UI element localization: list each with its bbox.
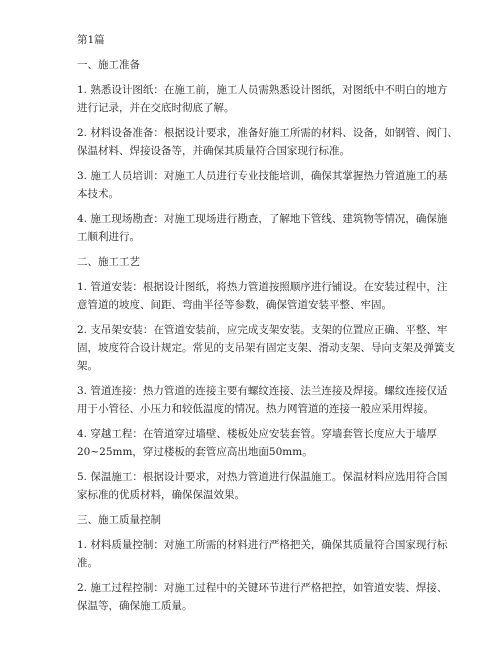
paragraph: [77, 253, 444, 271]
paragraph: [77, 167, 448, 203]
text-line: 1. 管道安装：根据设计图纸，将热力管道按照顺序进行铺设。在安装过程中，注: [77, 281, 448, 293]
text-line: 家标准的优质材料，确保保温效果。: [77, 489, 245, 501]
paragraph: [77, 210, 448, 246]
paragraph-gap: [77, 203, 444, 210]
paragraph-gap: [77, 504, 444, 511]
paragraph: [77, 31, 444, 49]
text-line: 架。: [77, 360, 98, 372]
paragraph-gap: [77, 160, 444, 167]
text-line: 2. 支吊架安装：在管道安装前，应完成支架安装。支架的位置应正确、平整、牢: [77, 324, 448, 336]
text-line: 准。: [77, 557, 98, 569]
text-line: 20~25mm，穿过楼板的套管应高出地面50mm。: [77, 446, 313, 458]
paragraph-gap: [77, 74, 444, 81]
paragraph: [77, 81, 448, 117]
text-line: 1. 材料质量控制：对施工所需的材料进行严格把关，确保其质量符合国家现行标: [77, 539, 448, 551]
paragraph-gap: [77, 529, 444, 536]
paragraph: [77, 579, 448, 615]
text-line: 4. 穿越工程：在管道穿过墙壁、楼板处应安装套管。穿墙套管长度应大于墙厚: [77, 428, 437, 440]
paragraph-gap: [77, 418, 444, 425]
paragraph: [77, 425, 444, 461]
text-line: 三、施工质量控制: [77, 514, 161, 526]
paragraph-gap: [77, 271, 444, 278]
text-line: 第1篇: [77, 34, 105, 46]
text-line: 4. 施工现场勘查：对施工现场进行勘查，了解地下管线、建筑物等情况，确保施: [77, 213, 448, 225]
paragraph-gap: [77, 314, 444, 321]
paragraph: [77, 124, 458, 160]
paragraph: [77, 536, 448, 572]
paragraph: [77, 382, 448, 418]
paragraph: [77, 56, 444, 74]
text-line: 2. 材料设备准备：根据设计要求，准备好施工所需的材料、设备，如钢管、阀门、: [77, 127, 458, 139]
text-line: 意管道的坡度、间距、弯曲半径等参数，确保管道安装平整、牢固。: [77, 299, 392, 311]
text-line: 1. 熟悉设计图纸：在施工前，施工人员需熟悉设计图纸，对图纸中不明白的地方: [77, 84, 448, 96]
text-line: 3. 管道连接：热力管道的连接主要有螺纹连接、法兰连接及焊接。螺纹连接仅适: [77, 385, 448, 397]
paragraph-gap: [77, 375, 444, 382]
paragraph-gap: [77, 246, 444, 253]
text-line: 2. 施工过程控制：对施工过程中的关键环节进行严格把控，如管道安装、焊接、: [77, 582, 448, 594]
text-line: 5. 保温施工：根据设计要求，对热力管道进行保温施工。保温材料应选用符合国: [77, 471, 448, 483]
paragraph-gap: [77, 461, 444, 468]
text-line: 二、施工工艺: [77, 256, 140, 268]
text-line: 3. 施工人员培训：对施工人员进行专业技能培训，确保其掌握热力管道施工的基: [77, 170, 448, 182]
text-line: 固，坡度符合设计规定。常见的支吊架有固定支架、滑动支架、导向支架及弹簧支: [77, 342, 455, 354]
paragraph: [77, 278, 448, 314]
paragraph-gap: [77, 117, 444, 124]
text-line: 进行记录，并在交底时彻底了解。: [77, 102, 235, 114]
text-line: 本技术。: [77, 188, 119, 200]
text-line: 保温等，确保施工质量。: [77, 600, 193, 612]
text-line: 一、施工准备: [77, 59, 140, 71]
text-line: 保温材料、焊接设备等，并确保其质量符合国家现行标准。: [77, 145, 350, 157]
text-line: 用于小管径、小压力和较低温度的情况。热力网管道的连接一般应采用焊接。: [77, 403, 434, 415]
paragraph-gap: [77, 49, 444, 56]
text-line: 工顺利进行。: [77, 231, 140, 243]
paragraph: [77, 468, 448, 504]
paragraph: [77, 511, 444, 529]
paragraph-gap: [77, 572, 444, 579]
paragraph: [77, 321, 455, 375]
